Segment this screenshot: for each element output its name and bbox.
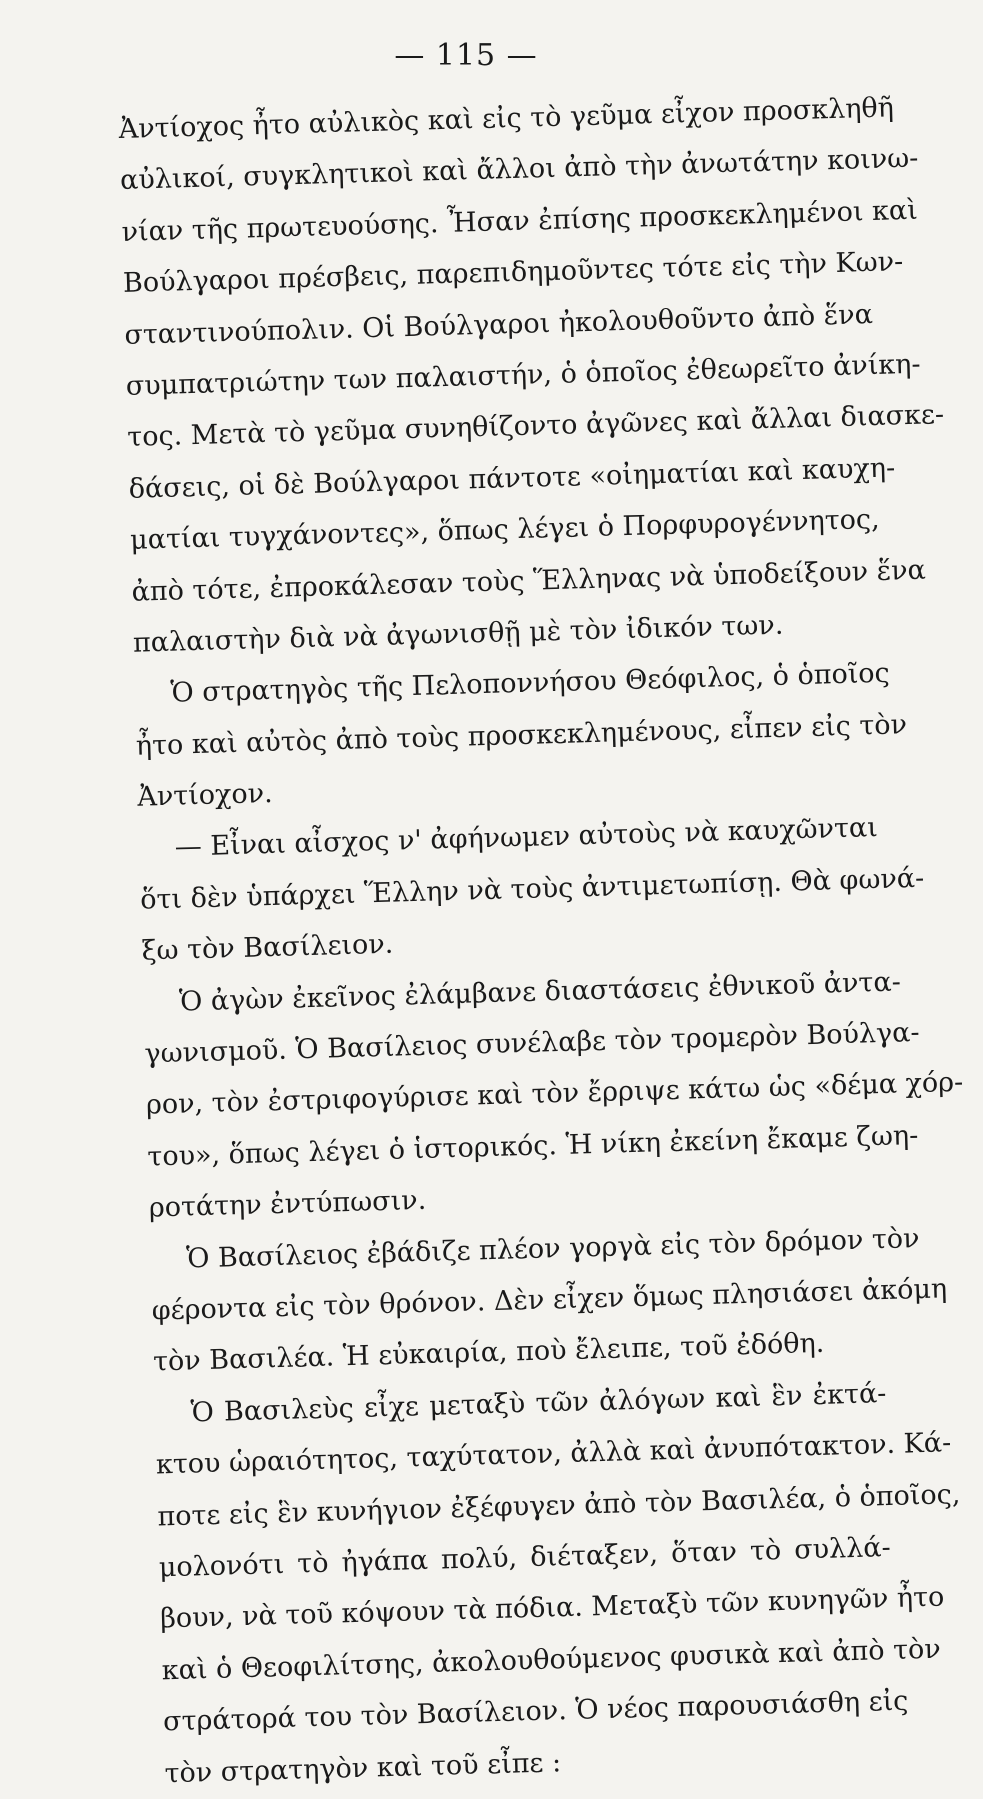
text-line: Ὁ στρατηγὸς τῆς Πελοποννήσου Θεόφιλος, ὁ ὁποῖος — [170, 657, 891, 710]
text-line: Ὁ Βασιλεὺς εἶχε μεταξὺ τῶν ἀλόγων καὶ ἓν ἐκτά- — [190, 1377, 887, 1429]
text-line: στράτορά του τὸν Βασίλειον. Ὁ νέος παρουσιάσθη εἰς — [162, 1685, 909, 1738]
text-line: τὸν Βασιλέα. Ἡ εὐκαιρία, ποὺ ἔλειπε, τοῦ ἐδόθη. — [152, 1328, 825, 1378]
text-line: νίαν τῆς πρωτευούσης. Ἦσαν ἐπίσης προσκεκλημένοι καὶ — [121, 194, 919, 248]
text-line: Ἀντίοχος ἦτο αὐλικὸς καὶ εἰς τὸ γεῦμα εἶχον προσκληθῆ — [118, 92, 895, 145]
text-line: βουν, νὰ τοῦ κόψουν τὰ πόδια. Μεταξὺ τῶν κυνηγῶν ἦτο — [159, 1581, 945, 1635]
body-text — [118, 84, 964, 1799]
text-line: του», ὅπως λέγει ὁ ἱστορικός. Ἡ νίκη ἐκείνη ἔκαμε ζωη- — [146, 1119, 919, 1173]
text-line: Ὁ Βασίλειος ἐβάδιζε πλέον γοργὰ εἰς τὸν δρόμον τὸν — [185, 1222, 920, 1275]
text-line: ἦτο καὶ αὐτὸς ἀπὸ τοὺς προσκεκλημένους, εἶπεν εἰς τὸν — [135, 708, 908, 762]
text-line: ματίαι τυγχάνοντες», ὅπως λέγει ὁ Πορφυρογέννητος, — [129, 504, 881, 556]
text-line: γωνισμοῦ. Ὁ Βασίλειος συνέλαβε τὸν τρομερὸν Βούλγα- — [144, 1017, 920, 1070]
text-line: ροτάτην ἐντύπωσιν. — [148, 1185, 427, 1224]
text-line: συμπατριώτην των παλαιστήν, ὁ ὁποῖος ἐθεωρεῖτο ἀνίκη- — [125, 348, 921, 402]
text-line: ὅτι δὲν ὑπάρχει Ἕλλην νὰ τοὺς ἀντιμετωπίσῃ. Θὰ φωνά- — [139, 862, 925, 916]
text-line: ποτε εἰς ἓν κυνήγιον ἐξέφυγεν ἀπὸ τὸν Βασιλέα, ὁ ὁποῖος, — [157, 1478, 961, 1532]
text-line: Βούλγαροι πρέσβεις, παρεπιδημοῦντες τότε εἰς τὴν Κων- — [122, 246, 904, 300]
text-line: παλαιστὴν διὰ νὰ ἀγωνισθῇ μὲ τὸν ἰδικόν των. — [132, 609, 784, 659]
text-line: ρον, τὸν ἐστριφογύρισε καὶ τὸν ἔρριψε κάτω ὡς «δέμα χόρ- — [145, 1067, 964, 1122]
text-line: φέροντα εἰς τὸν θρόνον. Δὲν εἶχεν ὅμως πλησιάσει ἀκόμη — [151, 1273, 948, 1327]
text-line: μολονότι τὸ ἠγάπα πολύ, διέταξεν, ὅταν τὸ συλλά- — [158, 1531, 892, 1584]
text-line: αὐλικοί, συγκλητικοὶ καὶ ἄλλοι ἀπὸ τὴν ἀνωτάτην κοινω- — [119, 143, 919, 197]
text-line: — Εἶναι αἶσχος ν' ἀφήνωμεν αὐτοὺς νὰ καυχῶνται — [174, 812, 879, 864]
text-line: καὶ ὁ Θεοφιλίτσης, ἀκολουθούμενος φυσικὰ καὶ ἀπὸ τὸν — [161, 1633, 942, 1687]
text-line: Ἀντίοχον. — [136, 778, 274, 813]
text-line: Ὁ ἀγὼν ἐκεῖνος ἐλάμβανε διαστάσεις ἐθνικοῦ ἀντα- — [178, 966, 902, 1018]
text-line: τὸν στρατηγὸν καὶ τοῦ εἶπε : — [164, 1746, 562, 1789]
text-line: σταντινούπολιν. Οἱ Βούλγαροι ἠκολουθοῦντο ἀπὸ ἕνα — [124, 298, 874, 351]
text-line: τος. Μετὰ τὸ γεῦμα συνηθίζοντο ἀγῶνες καὶ ἄλλαι διασκε- — [126, 399, 945, 454]
text-line: δάσεις, οἱ δὲ Βούλγαροι πάντοτε «οἰηματίαι καὶ καυχη- — [128, 452, 896, 505]
page-number: — 115 — — [394, 38, 538, 73]
text-line: κτου ὡραιότητος, ταχύτατον, ἀλλὰ καὶ ἀνυπότακτον. Κά- — [155, 1427, 952, 1481]
text-line: ἀπὸ τότε, ἐπροκάλεσαν τοὺς Ἕλληνας νὰ ὑποδείξουν ἕνα — [131, 554, 927, 608]
text-line: ξω τὸν Βασίλειον. — [141, 928, 394, 967]
